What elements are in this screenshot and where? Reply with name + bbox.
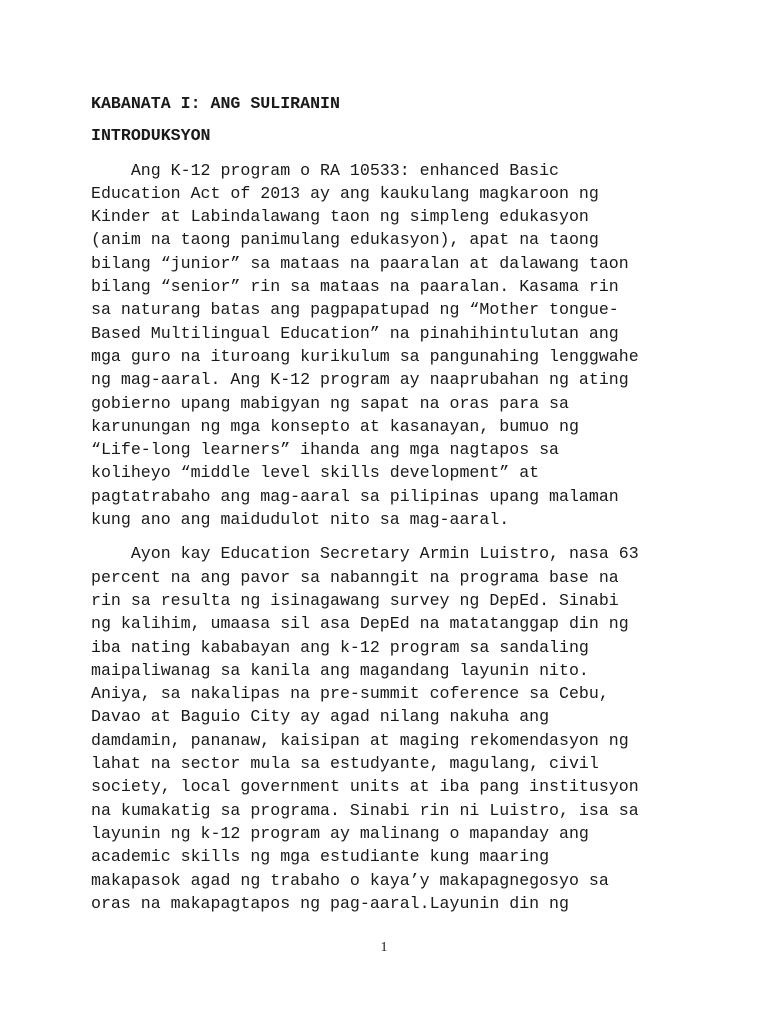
text-line: mga guro na ituroang kurikulum sa pangunahing lenggwahe <box>91 346 639 366</box>
text-line: society, local government units at iba pang institusyon <box>91 777 639 797</box>
text-line: academic skills ng mga estudiante kung maaring <box>91 847 550 867</box>
text-line: Davao at Baguio City ay agad nilang nakuha ang <box>91 707 550 727</box>
text-line: ng kalihim, umaasa sil asa DepEd na matatanggap din ng <box>91 614 629 634</box>
text-line: lahat na sector mula sa estudyante, magulang, civil <box>91 754 599 774</box>
text-line: gobierno upang mabigyan ng sapat na oras para sa <box>91 393 569 413</box>
section-title: INTRODUKSYON <box>91 126 211 146</box>
paragraph <box>91 159 691 532</box>
text-line: percent na ang pavor sa nabanngit na programa base na <box>91 567 619 587</box>
text-line: Ang K-12 program o RA 10533: enhanced Basic <box>91 160 560 180</box>
text-line: layunin ng k-12 program ay malinang o mapanday ang <box>91 823 589 843</box>
text-line: na kumakatig sa programa. Sinabi rin ni Luistro, isa sa <box>91 800 639 820</box>
page-number: 1 <box>380 940 388 955</box>
text-line: koliheyo “middle level skills development” at <box>91 463 540 483</box>
text-line: (anim na taong panimulang edukasyon), apat na taong <box>91 230 599 250</box>
text-line: iba nating kababayan ang k-12 program sa sandaling <box>91 637 589 657</box>
text-line: damdamin, pananaw, kaisipan at maging rekomendasyon ng <box>91 730 629 750</box>
text-line: maipaliwanag sa kanila ang magandang layunin nito. <box>91 660 589 680</box>
text-line: oras na makapagtapos ng pag-aaral.Layunin din ng <box>91 893 569 913</box>
page-content <box>91 92 691 915</box>
chapter-title: KABANATA I: ANG SULIRANIN <box>91 94 340 113</box>
text-line: Ayon kay Education Secretary Armin Luistro, nasa 63 <box>91 544 639 564</box>
text-line: bilang “senior” rin sa mataas na paaralan. Kasama rin <box>91 277 619 297</box>
text-line: pagtatrabaho ang mag-aaral sa pilipinas upang malaman <box>91 486 619 506</box>
text-line: Based Multilingual Education” na pinahihintulutan ang <box>91 323 619 343</box>
text-line: “Life-long learners” ihanda ang mga nagtapos sa <box>91 440 560 460</box>
text-line: bilang “junior” sa mataas na paaralan at dalawang taon <box>91 253 629 273</box>
text-line: Education Act of 2013 ay ang kaukulang magkaroon ng <box>91 183 599 203</box>
text-line: sa naturang batas ang pagpapatupad ng “Mother tongue- <box>91 300 619 320</box>
text-line: kung ano ang maidudulot nito sa mag-aaral. <box>91 510 510 530</box>
paragraph <box>91 542 691 915</box>
text-line: Kinder at Labindalawang taon ng simpleng edukasyon <box>91 207 589 227</box>
text-line: rin sa resulta ng isinagawang survey ng DepEd. Sinabi <box>91 590 619 610</box>
text-line: Aniya, sa nakalipas na pre-summit coference sa Cebu, <box>91 684 609 704</box>
text-line: makapasok agad ng trabaho o kaya’y makapagnegosyo sa <box>91 870 609 890</box>
text-line: ng mag-aaral. Ang K-12 program ay naaprubahan ng ating <box>91 370 629 390</box>
text-line: karunungan ng mga konsepto at kasanayan, bumuo ng <box>91 416 579 436</box>
